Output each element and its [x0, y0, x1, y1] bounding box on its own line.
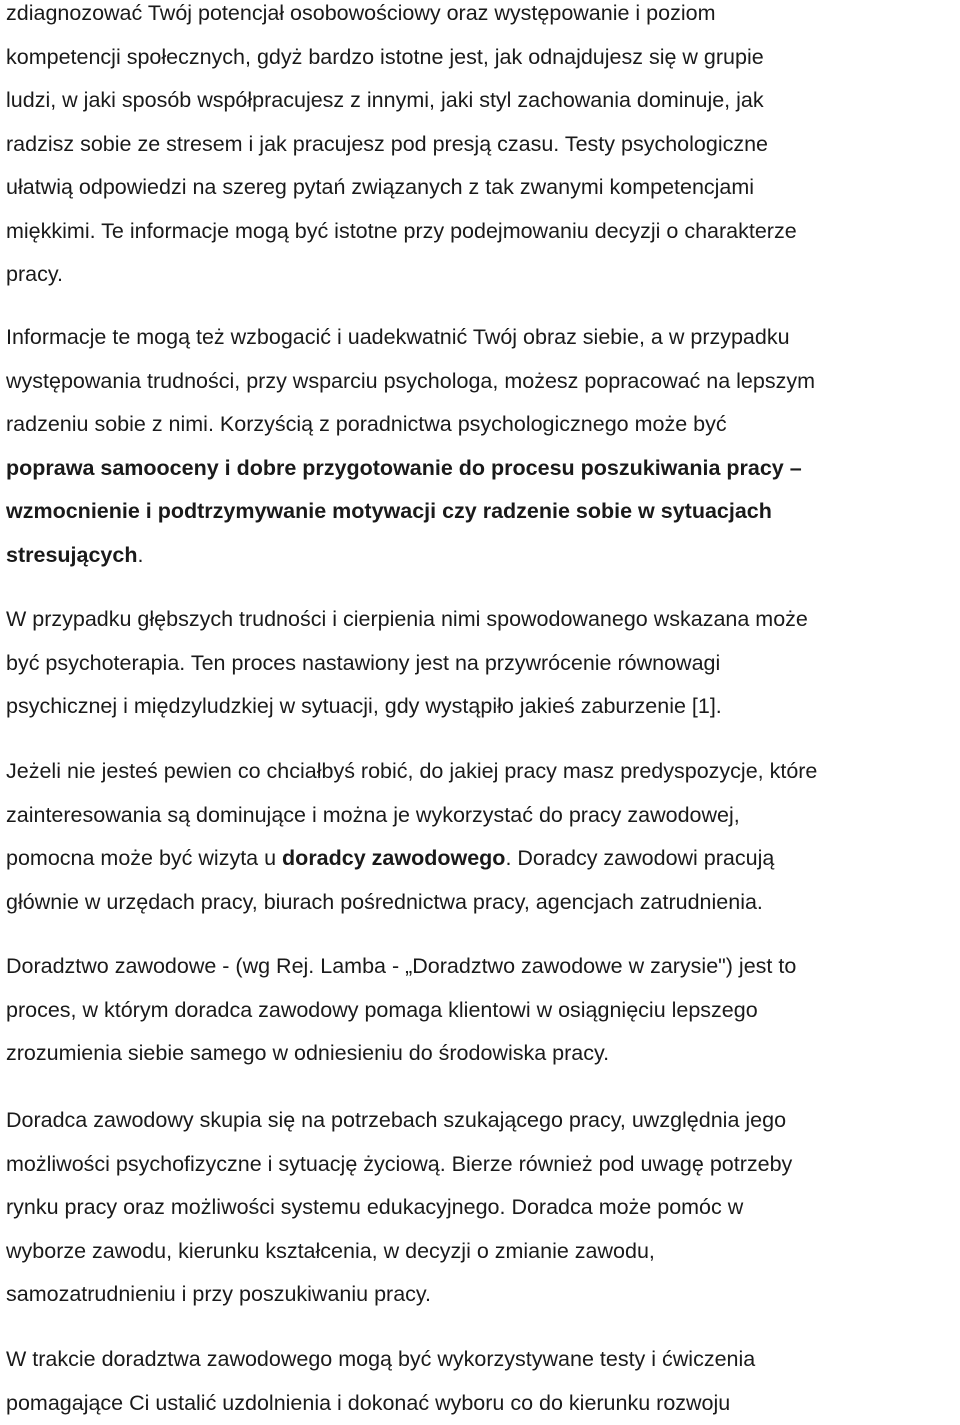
text-line: [6, 166, 960, 210]
text-run: psychicznej i międzyludzkiej w sytuacji, gdy wystąpiło jakieś zaburzenie [1].: [6, 694, 722, 718]
text-line: [6, 750, 960, 794]
bold-text: doradcy zawodowego: [282, 846, 505, 870]
text-line: [6, 360, 960, 404]
text-run: miękkimi. Te informacje mogą być istotne przy podejmowaniu decyzji o charakterze: [6, 219, 797, 243]
text-run: pracy.: [6, 262, 63, 286]
text-run: Informacje te mogą też wzbogacić i uadekwatnić Twój obraz siebie, a w przypadku: [6, 325, 790, 349]
text-line: [6, 989, 960, 1033]
text-run: występowania trudności, przy wsparciu psychologa, możesz popracować na lepszym: [6, 369, 815, 393]
text-run: radzisz sobie ze stresem i jak pracujesz pod presją czasu. Testy psychologiczne: [6, 132, 768, 156]
text-line: [6, 1382, 960, 1425]
paragraph-4: [6, 750, 960, 924]
paragraph-7: [6, 1338, 960, 1425]
text-run: proces, w którym doradca zawodowy pomaga klientowi w osiągnięciu lepszego: [6, 998, 758, 1022]
text-run: możliwości psychofizyczne i sytuację życiową. Bierze również pod uwagę potrzeby: [6, 1152, 792, 1176]
text-run: kompetencji społecznych, gdyż bardzo istotne jest, jak odnajdujesz się w grupie: [6, 45, 764, 69]
text-line: [6, 253, 960, 297]
paragraph-2: [6, 316, 960, 577]
paragraph-5: [6, 945, 960, 1076]
text-run: .: [137, 543, 143, 567]
text-line: [6, 1032, 960, 1076]
text-run: Doradztwo zawodowe - (wg Rej. Lamba - „Doradztwo zawodowe w zarysie") jest to: [6, 954, 796, 978]
paragraph-3: [6, 598, 960, 729]
text-line: [6, 794, 960, 838]
text-line: [6, 210, 960, 254]
text-line: [6, 881, 960, 925]
text-line: [6, 123, 960, 167]
text-run: Jeżeli nie jesteś pewien co chciałbyś robić, do jakiej pracy masz predyspozycje, które: [6, 759, 817, 783]
bold-text: poprawa samooceny i dobre przygotowanie do procesu poszukiwania pracy –: [6, 456, 802, 480]
text-line: [6, 945, 960, 989]
text-run: ułatwią odpowiedzi na szereg pytań związanych z tak zwanymi kompetencjami: [6, 175, 754, 199]
text-line: [6, 1099, 960, 1143]
text-run: W przypadku głębszych trudności i cierpienia nimi spowodowanego wskazana może: [6, 607, 808, 631]
bold-text: wzmocnienie i podtrzymywanie motywacji czy radzenie sobie w sytuacjach: [6, 499, 772, 523]
text-line: [6, 837, 960, 881]
paragraph-1: [6, 0, 960, 297]
text-line: [6, 1273, 960, 1317]
text-run: pomocna może być wizyta u: [6, 846, 282, 870]
text-line: [6, 0, 960, 36]
bold-text: stresujących: [6, 543, 137, 567]
text-line: [6, 642, 960, 686]
text-run: radzeniu sobie z nimi. Korzyścią z poradnictwa psychologicznego może być: [6, 412, 727, 436]
text-line: [6, 1338, 960, 1382]
text-run: rynku pracy oraz możliwości systemu edukacyjnego. Doradca może pomóc w: [6, 1195, 743, 1219]
text-run: W trakcie doradztwa zawodowego mogą być wykorzystywane testy i ćwiczenia: [6, 1347, 755, 1371]
text-line: [6, 598, 960, 642]
text-line: [6, 447, 960, 491]
text-run: . Doradcy zawodowi pracują: [505, 846, 774, 870]
text-run: zdiagnozować Twój potencjał osobowościowy oraz występowanie i poziom: [6, 1, 715, 25]
text-run: głównie w urzędach pracy, biurach pośrednictwa pracy, agencjach zatrudnienia.: [6, 890, 763, 914]
text-run: samozatrudnieniu i przy poszukiwaniu pracy.: [6, 1282, 431, 1306]
text-line: [6, 490, 960, 534]
text-line: [6, 1143, 960, 1187]
paragraph-6: [6, 1099, 960, 1317]
text-line: [6, 1186, 960, 1230]
text-line: [6, 36, 960, 80]
text-line: [6, 79, 960, 123]
text-line: [6, 316, 960, 360]
text-run: Doradca zawodowy skupia się na potrzebach szukającego pracy, uwzględnia jego: [6, 1108, 786, 1132]
text-line: [6, 534, 960, 578]
text-line: [6, 1230, 960, 1274]
text-run: ludzi, w jaki sposób współpracujesz z innymi, jaki styl zachowania dominuje, jak: [6, 88, 764, 112]
text-run: zainteresowania są dominujące i można je wykorzystać do pracy zawodowej,: [6, 803, 740, 827]
text-run: pomagające Ci ustalić uzdolnienia i dokonać wyboru co do kierunku rozwoju: [6, 1391, 730, 1415]
text-run: wyborze zawodu, kierunku kształcenia, w decyzji o zmianie zawodu,: [6, 1239, 655, 1263]
text-run: zrozumienia siebie samego w odniesieniu do środowiska pracy.: [6, 1041, 609, 1065]
text-line: [6, 685, 960, 729]
text-line: [6, 403, 960, 447]
text-run: być psychoterapia. Ten proces nastawiony jest na przywrócenie równowagi: [6, 651, 720, 675]
